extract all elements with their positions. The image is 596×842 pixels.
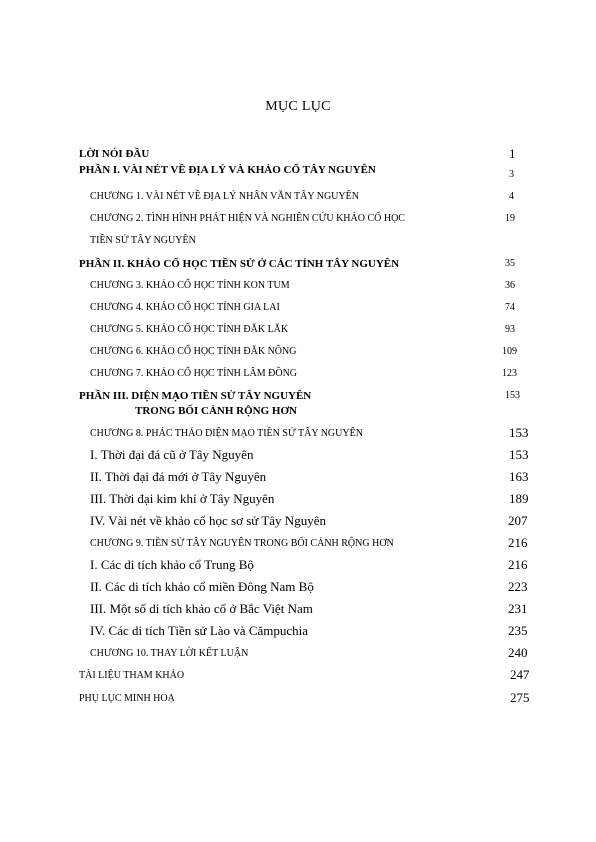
toc-entry: [0, 579, 596, 599]
toc-entry-page: 74: [505, 302, 515, 313]
toc-entry-page: 189: [509, 491, 529, 506]
toc-entry: [0, 322, 596, 342]
toc-entry-label: LỜI NÓI ĐẦU: [79, 148, 150, 160]
toc-entry-page: 123: [502, 368, 517, 379]
toc-entry-page: 223: [508, 579, 528, 594]
toc-entry-label: CHƯƠNG 7. KHẢO CỔ HỌC TỈNH LÂM ĐỒNG: [90, 368, 298, 379]
toc-entry-label: TRONG BỐI CẢNH RỘNG HƠN: [135, 405, 297, 417]
toc-entry: [0, 256, 596, 276]
toc-entry: [0, 403, 596, 423]
toc-entry: [0, 623, 596, 643]
toc-entry-label: PHẦN II. KHẢO CỔ HỌC TIỀN SỬ Ở CÁC TỈNH TÂY NGUYÊN: [79, 258, 400, 270]
toc-entry: [0, 278, 596, 298]
toc-entry-page: 109: [502, 346, 517, 357]
toc-entry-page: 247: [510, 667, 530, 682]
toc-entry-label: II. Thời đại đá mới ở Tây Nguyên: [90, 469, 267, 484]
page-title: MỤC LỤC: [265, 99, 331, 114]
toc-entry: [0, 513, 596, 533]
toc-entry-label: CHƯƠNG 5. KHẢO CỔ HỌC TỈNH ĐĂK LĂK: [90, 324, 289, 335]
toc-entry-page: 153: [509, 447, 529, 462]
toc-entry-page: 3: [509, 169, 514, 180]
toc-entry-label: CHƯƠNG 9. TIỀN SỬ TÂY NGUYÊN TRONG BỐI CẢNH RỘNG HƠN: [90, 538, 394, 549]
toc-entry: [0, 426, 596, 446]
toc-entry: [0, 601, 596, 621]
toc-entry-page: 275: [510, 690, 530, 705]
toc-entry-label: III. Thời đại kim khí ở Tây Nguyên: [90, 491, 275, 506]
toc-entry: [0, 668, 596, 688]
toc-entry: [0, 366, 596, 386]
toc-entry-label: II. Các di tích khảo cổ miền Đông Nam Bộ: [90, 579, 314, 594]
toc-entry: [0, 646, 596, 666]
toc-entry-label: IV. Vài nét về khảo cổ học sơ sử Tây Nguyên: [90, 513, 326, 528]
toc-entry-label: CHƯƠNG 4. KHẢO CỔ HỌC TỈNH GIA LAI: [90, 302, 280, 313]
toc-entry: [0, 469, 596, 489]
toc-entry: [0, 691, 596, 711]
toc-entry-label: IV. Các di tích Tiền sử Lào và Cămpuchia: [90, 623, 309, 638]
toc-entry-label: PHỤ LỤC MINH HOẠ: [79, 693, 175, 704]
toc-entry: [0, 344, 596, 364]
toc-entry: [0, 491, 596, 511]
toc-entry-label: CHƯƠNG 8. PHÁC THẢO DIỆN MẠO TIỀN SỬ TÂY NGUYÊN: [90, 428, 363, 439]
toc-entry-label: I. Thời đại đá cũ ở Tây Nguyên: [90, 447, 254, 462]
toc-entry-page: 4: [509, 191, 514, 202]
toc-entry-page: 235: [508, 623, 528, 638]
toc-entry-label: CHƯƠNG 2. TÌNH HÌNH PHÁT HIỆN VÀ NGHIÊN CỨU KHẢO CỔ HỌC: [90, 213, 405, 224]
toc-entry: [0, 211, 596, 231]
toc-entry-label: CHƯƠNG 6. KHẢO CỔ HỌC TỈNH ĐĂK NÔNG: [90, 346, 297, 357]
toc-entry-page: 240: [508, 645, 528, 660]
toc-entry-page: 1: [509, 146, 516, 161]
toc-entry-page: 207: [508, 513, 528, 528]
toc-entry-page: 153: [505, 390, 520, 401]
toc-entry-label: PHẦN I. VÀI NÉT VỀ ĐỊA LÝ VÀ KHẢO CỔ TÂY NGUYÊN: [79, 164, 376, 176]
toc-entry-label: CHƯƠNG 1. VÀI NÉT VỀ ĐỊA LÝ NHÂN VĂN TÂY NGUYÊN: [90, 191, 359, 202]
toc-entry-page: 35: [505, 258, 515, 269]
toc-entry: [0, 233, 596, 253]
toc-entry-label: PHẦN III. DIỆN MẠO TIỀN SỬ TÂY NGUYÊN: [79, 390, 312, 402]
toc-entry: [0, 189, 596, 209]
toc-entry-page: 163: [509, 469, 529, 484]
toc-entry: [0, 447, 596, 467]
toc-entry-page: 216: [508, 535, 528, 550]
toc-entry-label: TIỀN SỬ TÂY NGUYÊN: [90, 235, 196, 246]
toc-entry-page: 36: [505, 280, 515, 291]
toc-entry: [0, 162, 596, 182]
toc-entry-page: 93: [505, 324, 515, 335]
toc-entry-label: CHƯƠNG 3. KHẢO CỔ HỌC TỈNH KON TUM: [90, 280, 290, 291]
toc-entry: [0, 300, 596, 320]
toc-entry-label: I. Các di tích khảo cổ Trung Bộ: [90, 557, 254, 572]
toc-entry-label: CHƯƠNG 10. THAY LỜI KẾT LUẬN: [90, 648, 249, 659]
toc-entry: [0, 557, 596, 577]
toc-entry-page: 216: [508, 557, 528, 572]
toc-entry: [0, 536, 596, 556]
toc-entry-label: TÀI LIỆU THAM KHẢO: [79, 670, 185, 681]
toc-entry-page: 231: [508, 601, 528, 616]
toc-entry-page: 19: [505, 213, 515, 224]
toc-entry-page: 153: [509, 425, 529, 440]
toc-entry-label: III. Một số di tích khảo cổ ở Bắc Việt Nam: [90, 601, 313, 616]
